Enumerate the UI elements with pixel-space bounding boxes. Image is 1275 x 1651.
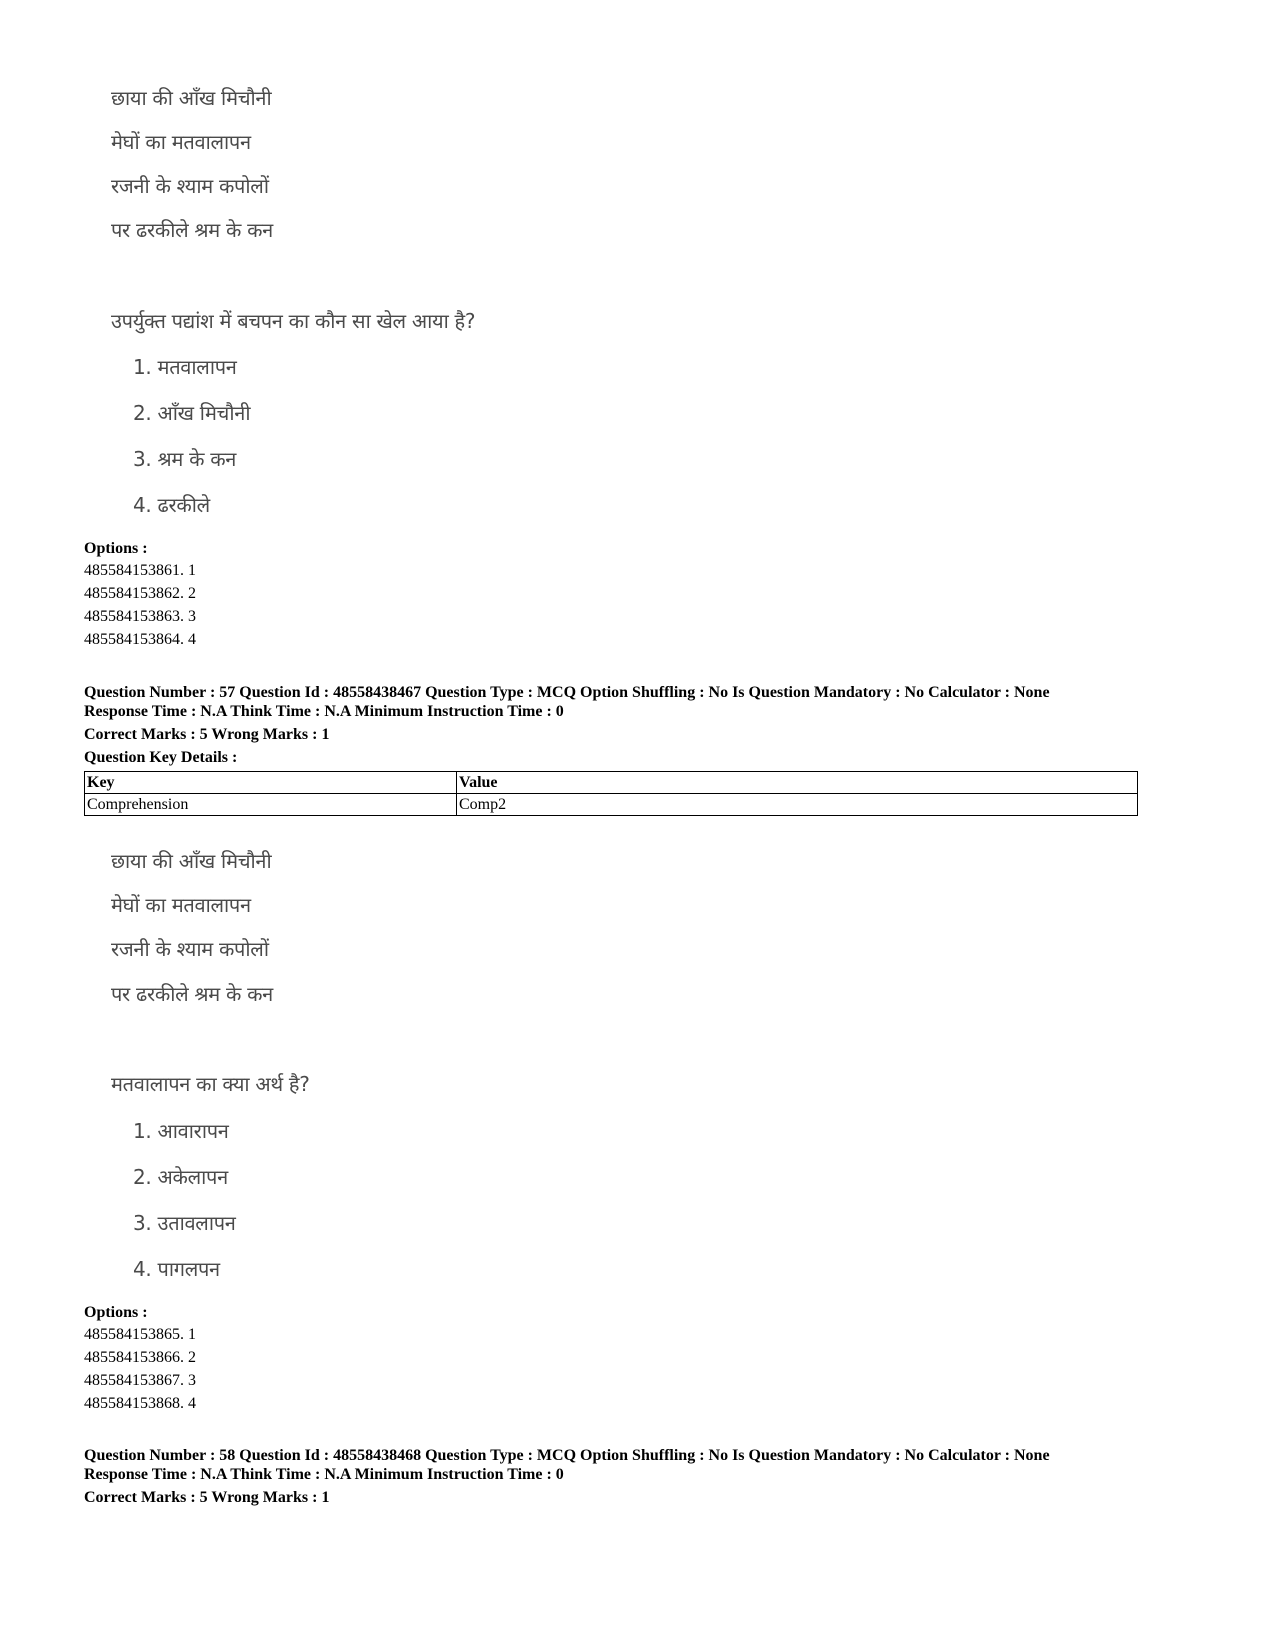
option-row: 485584153867. 3	[84, 1372, 196, 1389]
marks-line: Correct Marks : 5 Wrong Marks : 1	[84, 726, 330, 743]
question-meta-line: Response Time : N.A Think Time : N.A Minimum Instruction Time : 0	[84, 1466, 564, 1483]
table-header-value: Value	[457, 772, 1138, 794]
option-row: 485584153863. 3	[84, 608, 196, 625]
question-meta-line: Question Number : 57 Question Id : 48558438467 Question Type : MCQ Option Shuffling : No Is Question Mandatory : No Calculator : None	[84, 684, 1050, 701]
question-key-table	[84, 771, 1138, 816]
table-row	[85, 794, 1138, 816]
marks-line: Correct Marks : 5 Wrong Marks : 1	[84, 1489, 330, 1506]
question-text: मतवालापन का क्या अर्थ है?	[111, 1072, 310, 1096]
question-meta-line: Question Number : 58 Question Id : 48558438468 Question Type : MCQ Option Shuffling : No Is Question Mandatory : No Calculator : None	[84, 1447, 1050, 1464]
choice-item: 2. आँख मिचौनी	[133, 401, 251, 425]
option-row: 485584153868. 4	[84, 1395, 196, 1412]
choice-item: 1. मतवालापन	[133, 355, 237, 379]
poem-line: मेघों का मतवालापन	[111, 130, 251, 154]
table-header-row	[85, 772, 1138, 794]
question-meta-line: Response Time : N.A Think Time : N.A Minimum Instruction Time : 0	[84, 703, 564, 720]
key-details-label: Question Key Details :	[84, 749, 238, 766]
choice-item: 1. आवारापन	[133, 1119, 229, 1143]
choice-item: 3. उतावलापन	[133, 1211, 236, 1235]
table-cell-key: Comprehension	[85, 794, 457, 816]
table-header-key: Key	[85, 772, 457, 794]
question-57-header	[84, 683, 1050, 721]
options-label: Options :	[84, 540, 148, 557]
poem-line: रजनी के श्याम कपोलों	[111, 937, 269, 961]
option-row: 485584153866. 2	[84, 1349, 196, 1366]
question-text: उपर्युक्त पद्यांश में बचपन का कौन सा खेल आया है?	[111, 309, 476, 333]
options-block	[84, 538, 196, 651]
options-label: Options :	[84, 1304, 148, 1321]
poem-line: पर ढरकीले श्रम के कन	[111, 218, 273, 242]
choice-item: 4. ढरकीले	[133, 493, 210, 517]
choice-item: 4. पागलपन	[133, 1257, 220, 1281]
choice-item: 2. अकेलापन	[133, 1165, 228, 1189]
option-row: 485584153865. 1	[84, 1326, 196, 1343]
option-row: 485584153864. 4	[84, 631, 196, 648]
poem-line: छाया की आँख मिचौनी	[111, 86, 272, 110]
poem-line: रजनी के श्याम कपोलों	[111, 174, 269, 198]
poem-line: पर ढरकीले श्रम के कन	[111, 982, 273, 1006]
poem-line: छाया की आँख मिचौनी	[111, 849, 272, 873]
options-block	[84, 1302, 196, 1415]
poem-line: मेघों का मतवालापन	[111, 893, 251, 917]
table-cell-value: Comp2	[457, 794, 1138, 816]
question-58-header	[84, 1446, 1050, 1484]
choice-item: 3. श्रम के कन	[133, 447, 237, 471]
option-row: 485584153861. 1	[84, 562, 196, 579]
option-row: 485584153862. 2	[84, 585, 196, 602]
